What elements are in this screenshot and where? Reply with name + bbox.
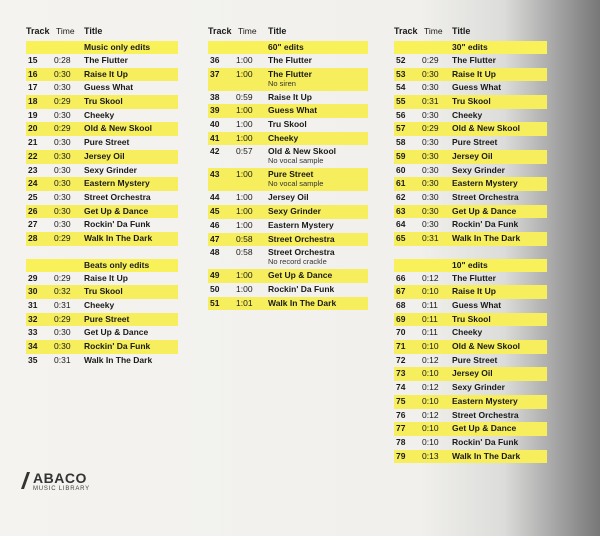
header-time: Time	[238, 26, 257, 36]
track-row	[208, 168, 368, 191]
track-number: 54	[396, 82, 406, 93]
track-number: 50	[210, 283, 220, 294]
track-time: 0:30	[54, 205, 71, 216]
track-title: Eastern Mystery	[452, 395, 518, 406]
track-row	[26, 136, 178, 150]
track-row	[394, 409, 547, 423]
track-note: No vocal sample	[268, 179, 324, 189]
track-title: Street Orchestra	[268, 247, 335, 258]
track-row	[26, 285, 178, 299]
track-time: 0:30	[54, 109, 71, 120]
track-row	[26, 164, 178, 178]
track-time: 0:29	[54, 272, 71, 283]
track-title: Tru Skool	[84, 96, 123, 107]
track-row	[208, 118, 368, 132]
track-row	[26, 232, 178, 246]
track-title: Get Up & Dance	[452, 423, 517, 434]
track-number: 58	[396, 137, 406, 148]
section-title: 30" edits	[452, 42, 488, 52]
track-title: The Flutter	[268, 68, 312, 79]
track-row	[26, 177, 178, 191]
track-time: 0:30	[422, 68, 439, 79]
track-number: 48	[210, 247, 220, 258]
logo-subtitle: MUSIC LIBRARY	[33, 486, 90, 492]
track-title: Pure Street	[268, 169, 314, 180]
track-title: Raise It Up	[268, 91, 312, 102]
track-number: 32	[28, 313, 38, 324]
track-time: 0:30	[422, 205, 439, 216]
track-number: 15	[28, 55, 38, 65]
track-time: 1:00	[236, 192, 253, 203]
track-time: 0:10	[422, 436, 439, 447]
track-title: Street Orchestra	[84, 191, 151, 202]
track-title: Tru Skool	[268, 119, 307, 130]
header-title: Title	[84, 26, 103, 36]
track-title: Jersey Oil	[452, 150, 493, 161]
track-row	[394, 272, 547, 286]
track-title: The Flutter	[268, 55, 312, 65]
track-title: The Flutter	[452, 272, 496, 283]
track-row	[394, 232, 547, 246]
track-title: Street Orchestra	[268, 233, 335, 244]
track-number: 60	[396, 164, 406, 175]
track-row	[208, 54, 368, 68]
track-row	[394, 68, 547, 82]
track-title: Walk In The Dark	[452, 450, 521, 461]
track-row	[394, 191, 547, 205]
track-number: 68	[396, 300, 406, 310]
track-title: Old & New Skool	[452, 341, 521, 352]
track-title: Rockin' Da Funk	[452, 219, 519, 230]
track-title: Cheeky	[268, 132, 299, 143]
track-number: 27	[28, 219, 38, 230]
track-title: Street Orchestra	[452, 191, 519, 202]
track-row	[394, 422, 547, 436]
track-number: 55	[396, 96, 406, 107]
track-note: No vocal sample	[268, 156, 324, 166]
track-number: 71	[396, 341, 406, 352]
track-note: No siren	[268, 78, 296, 88]
track-time: 0:31	[422, 232, 439, 243]
header-time: Time	[424, 26, 443, 36]
track-row	[208, 246, 368, 269]
header-track: Track	[394, 26, 418, 36]
track-title: Rockin' Da Funk	[84, 341, 151, 352]
section-title-band	[394, 259, 547, 272]
track-title: Guess What	[452, 300, 502, 310]
track-title: Get Up & Dance	[84, 205, 149, 216]
track-time: 1:00	[236, 68, 253, 79]
track-row	[26, 191, 178, 205]
track-row	[26, 272, 178, 286]
track-time: 0:29	[54, 123, 71, 134]
track-number: 63	[396, 205, 406, 216]
track-title: Jersey Oil	[452, 368, 493, 379]
track-number: 77	[396, 423, 406, 434]
track-number: 62	[396, 191, 406, 202]
track-number: 43	[210, 169, 220, 180]
track-number: 41	[210, 132, 220, 143]
track-title: Raise It Up	[452, 286, 496, 297]
track-time: 0:10	[422, 395, 439, 406]
track-title: Rockin' Da Funk	[452, 436, 519, 447]
track-row	[26, 81, 178, 95]
track-number: 78	[396, 436, 406, 447]
track-row	[394, 150, 547, 164]
track-time: 0:10	[422, 341, 439, 352]
track-time: 1:00	[236, 270, 253, 281]
track-number: 19	[28, 109, 38, 120]
section-title: 10" edits	[452, 259, 488, 270]
track-time: 0:29	[422, 123, 439, 134]
track-number: 49	[210, 270, 220, 281]
track-title: Old & New Skool	[84, 123, 153, 134]
track-title: Raise It Up	[84, 68, 128, 79]
track-row	[26, 95, 178, 109]
track-time: 0:30	[54, 191, 71, 202]
track-time: 1:01	[236, 297, 253, 308]
track-time: 0:57	[236, 146, 253, 157]
track-time: 0:30	[422, 82, 439, 93]
track-number: 25	[28, 191, 38, 202]
track-number: 73	[396, 368, 406, 379]
track-row	[26, 68, 178, 82]
track-title: Guess What	[268, 105, 318, 116]
track-title: Rockin' Da Funk	[84, 219, 151, 230]
track-time: 0:28	[54, 55, 71, 65]
track-time: 0:30	[54, 327, 71, 338]
track-row	[394, 395, 547, 409]
track-time: 0:12	[422, 272, 439, 283]
track-number: 46	[210, 219, 220, 230]
track-time: 1:00	[236, 219, 253, 230]
track-title: The Flutter	[452, 55, 496, 65]
track-title: Pure Street	[452, 137, 498, 148]
track-row	[394, 205, 547, 219]
track-row	[208, 104, 368, 118]
track-row	[394, 326, 547, 340]
track-time: 0:11	[422, 327, 438, 338]
track-time: 0:29	[54, 232, 71, 243]
track-row	[208, 205, 368, 219]
track-time: 0:11	[422, 300, 438, 310]
track-title: Street Orchestra	[452, 409, 519, 420]
track-row	[208, 91, 368, 105]
track-title: Walk In The Dark	[84, 354, 153, 365]
track-row	[394, 354, 547, 368]
track-time: 1:00	[236, 206, 253, 217]
track-row	[26, 109, 178, 123]
track-time: 0:59	[236, 91, 253, 102]
track-title: Sexy Grinder	[452, 164, 505, 175]
track-title: Raise It Up	[84, 272, 128, 283]
track-row	[394, 81, 547, 95]
track-row	[26, 218, 178, 232]
track-row	[394, 381, 547, 395]
header-title: Title	[268, 26, 287, 36]
track-title: Guess What	[84, 82, 134, 93]
header-track: Track	[26, 26, 50, 36]
track-time: 0:29	[54, 313, 71, 324]
track-time: 0:30	[54, 82, 71, 93]
header-title: Title	[452, 26, 471, 36]
track-number: 69	[396, 313, 406, 324]
track-time: 0:30	[54, 178, 71, 189]
track-title: The Flutter	[84, 55, 128, 65]
section-title: Music only edits	[84, 42, 151, 52]
track-title: Walk In The Dark	[452, 232, 521, 243]
track-number: 79	[396, 450, 406, 461]
track-row	[26, 299, 178, 313]
track-row	[394, 136, 547, 150]
track-row	[26, 54, 178, 68]
track-time: 1:00	[236, 55, 253, 65]
track-title: Pure Street	[84, 137, 130, 148]
track-row	[208, 145, 368, 168]
track-row	[394, 164, 547, 178]
track-title: Cheeky	[84, 109, 115, 120]
track-number: 23	[28, 164, 38, 175]
track-number: 18	[28, 96, 38, 107]
column-header	[26, 26, 178, 40]
track-number: 57	[396, 123, 406, 134]
track-time: 0:12	[422, 354, 439, 365]
track-number: 16	[28, 68, 38, 79]
track-time: 0:30	[422, 109, 439, 120]
track-number: 44	[210, 192, 220, 203]
track-number: 33	[28, 327, 38, 338]
track-time: 0:30	[54, 341, 71, 352]
track-time: 0:30	[422, 219, 439, 230]
track-title: Tru Skool	[452, 313, 491, 324]
track-time: 0:31	[54, 300, 71, 310]
section-title: Beats only edits	[84, 259, 150, 270]
track-title: Jersey Oil	[84, 150, 125, 161]
track-title: Tru Skool	[84, 286, 123, 297]
track-title: Cheeky	[84, 300, 115, 310]
track-column	[208, 26, 368, 310]
track-title: Sexy Grinder	[84, 164, 137, 175]
track-number: 65	[396, 232, 406, 243]
track-number: 22	[28, 150, 38, 161]
track-row	[394, 218, 547, 232]
track-time: 0:29	[422, 55, 439, 65]
track-number: 37	[210, 68, 220, 79]
track-number: 64	[396, 219, 406, 230]
track-time: 0:10	[422, 368, 439, 379]
track-row	[208, 219, 368, 233]
track-time: 0:30	[422, 137, 439, 148]
track-number: 61	[396, 178, 406, 189]
track-row	[26, 150, 178, 164]
track-title: Sexy Grinder	[268, 206, 321, 217]
track-row	[394, 285, 547, 299]
track-row	[394, 299, 547, 313]
track-number: 70	[396, 327, 406, 338]
track-row	[26, 340, 178, 354]
track-title: Guess What	[452, 82, 502, 93]
track-number: 76	[396, 409, 406, 420]
track-time: 1:00	[236, 169, 253, 180]
track-time: 0:30	[422, 164, 439, 175]
track-title: Get Up & Dance	[452, 205, 517, 216]
track-time: 0:31	[54, 354, 71, 365]
track-number: 45	[210, 206, 220, 217]
track-row	[394, 436, 547, 450]
track-title: Pure Street	[452, 354, 498, 365]
track-row	[208, 132, 368, 146]
track-row	[26, 122, 178, 136]
track-time: 0:30	[54, 137, 71, 148]
track-number: 59	[396, 150, 406, 161]
track-number: 39	[210, 105, 220, 116]
track-row	[394, 340, 547, 354]
track-number: 74	[396, 382, 406, 393]
track-time: 0:30	[422, 191, 439, 202]
track-title: Old & New Skool	[452, 123, 521, 134]
track-number: 66	[396, 272, 406, 283]
track-time: 0:12	[422, 382, 439, 393]
section-title-band	[26, 259, 178, 272]
track-title: Walk In The Dark	[84, 232, 153, 243]
track-column	[26, 26, 178, 367]
track-number: 30	[28, 286, 38, 297]
track-title: Get Up & Dance	[268, 270, 333, 281]
track-time: 1:00	[236, 119, 253, 130]
track-title: Raise It Up	[452, 68, 496, 79]
header-track: Track	[208, 26, 232, 36]
column-header	[208, 26, 368, 40]
track-number: 56	[396, 109, 406, 120]
track-row	[26, 326, 178, 340]
track-number: 29	[28, 272, 38, 283]
track-time: 1:00	[236, 283, 253, 294]
track-row	[394, 313, 547, 327]
track-row	[208, 68, 368, 91]
track-title: Eastern Mystery	[84, 178, 150, 189]
track-row	[208, 269, 368, 283]
track-time: 0:58	[236, 233, 253, 244]
track-title: Cheeky	[452, 327, 483, 338]
track-number: 47	[210, 233, 220, 244]
track-row	[394, 450, 547, 464]
track-time: 0:11	[422, 313, 438, 324]
track-title: Get Up & Dance	[84, 327, 149, 338]
track-time: 0:31	[422, 96, 439, 107]
track-row	[394, 122, 547, 136]
section-title-band	[26, 41, 178, 54]
section-title-band	[208, 41, 368, 54]
track-time: 0:30	[54, 150, 71, 161]
track-number: 24	[28, 178, 38, 189]
track-title: Eastern Mystery	[452, 178, 518, 189]
track-row	[394, 54, 547, 68]
track-time: 0:32	[54, 286, 71, 297]
section-title: 60" edits	[268, 42, 304, 52]
track-time: 0:12	[422, 409, 439, 420]
track-number: 17	[28, 82, 38, 93]
track-title: Pure Street	[84, 313, 130, 324]
track-note: No record crackle	[268, 257, 327, 267]
logo-name: ABACO	[33, 470, 87, 486]
track-row	[394, 177, 547, 191]
track-number: 31	[28, 300, 38, 310]
track-time: 0:30	[54, 164, 71, 175]
track-title: Sexy Grinder	[452, 382, 505, 393]
track-time: 0:30	[422, 178, 439, 189]
track-time: 1:00	[236, 132, 253, 143]
track-column	[394, 26, 547, 463]
track-number: 38	[210, 91, 220, 102]
track-time: 0:29	[54, 96, 71, 107]
track-number: 72	[396, 354, 406, 365]
track-number: 40	[210, 119, 220, 130]
track-title: Tru Skool	[452, 96, 491, 107]
track-time: 0:13	[422, 450, 439, 461]
track-row	[208, 297, 368, 311]
track-number: 36	[210, 55, 220, 65]
track-time: 0:10	[422, 286, 439, 297]
track-number: 28	[28, 232, 38, 243]
track-number: 51	[210, 297, 220, 308]
track-title: Cheeky	[452, 109, 483, 120]
section-title-band	[394, 41, 547, 54]
column-header	[394, 26, 547, 40]
track-number: 35	[28, 354, 38, 365]
track-number: 52	[396, 55, 406, 65]
track-title: Eastern Mystery	[268, 219, 334, 230]
track-row	[394, 95, 547, 109]
track-time: 0:30	[54, 219, 71, 230]
track-number: 26	[28, 205, 38, 216]
track-row	[26, 313, 178, 327]
track-row	[208, 233, 368, 247]
track-time: 0:30	[422, 150, 439, 161]
track-title: Jersey Oil	[268, 192, 309, 203]
track-row	[26, 354, 178, 368]
track-number: 75	[396, 395, 406, 406]
abaco-mark-icon	[21, 472, 30, 489]
track-row	[394, 367, 547, 381]
track-title: Rockin' Da Funk	[268, 283, 335, 294]
track-row	[208, 191, 368, 205]
track-time: 0:58	[236, 247, 253, 258]
track-title: Walk In The Dark	[268, 297, 337, 308]
track-time: 0:10	[422, 423, 439, 434]
track-title: Old & New Skool	[268, 146, 337, 157]
track-row	[26, 205, 178, 219]
track-number: 42	[210, 146, 220, 157]
track-number: 67	[396, 286, 406, 297]
track-time: 1:00	[236, 105, 253, 116]
track-row	[394, 109, 547, 123]
track-row	[208, 283, 368, 297]
track-number: 34	[28, 341, 38, 352]
track-number: 21	[28, 137, 38, 148]
track-time: 0:30	[54, 68, 71, 79]
track-number: 53	[396, 68, 406, 79]
track-number: 20	[28, 123, 38, 134]
header-time: Time	[56, 26, 75, 36]
